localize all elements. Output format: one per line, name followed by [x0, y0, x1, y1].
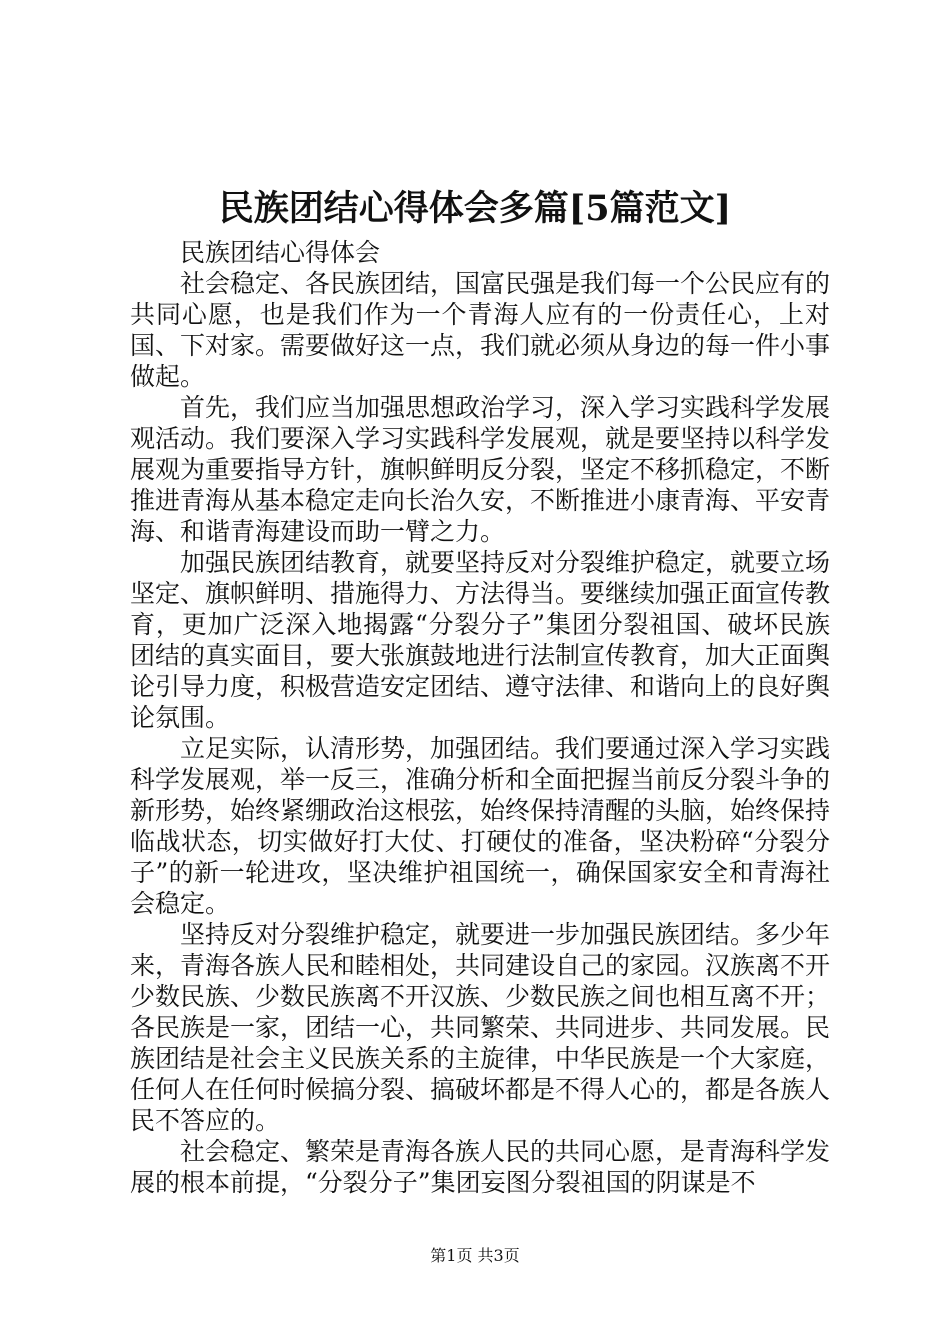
document-title: 民族团结心得体会多篇[5篇范文] — [218, 188, 732, 229]
document-body — [130, 237, 830, 1198]
paragraph-subheading: 民族团结心得体会 — [180, 238, 381, 267]
paragraph: 加强民族团结教育，就要坚持反对分裂维护稳定，就要立场坚定、旗帜鲜明、措施得力、方法得当。要继续加强正面宣传教育，更加广泛深入地揭露“分裂分子”集团分裂祖国、破坏民族团结的真实面目，要大张旗鼓地进行法制宣传教育，加大正面舆论引导力度，积极营造安定团结、遵守法律、和谐向上的良好舆论氛围。 — [130, 548, 831, 732]
paragraph: 立足实际，认清形势，加强团结。我们要通过深入学习实践科学发展观，举一反三，准确分析和全面把握当前反分裂斗争的新形势，始终紧绷政治这根弦，始终保持清醒的头脑，始终保持临战状态，切实做好打大仗、打硬仗的准备，坚决粉碎“分裂分子”的新一轮进攻，坚决维护祖国统一，确保国家安全和青海社会稳定。 — [130, 734, 831, 918]
paragraph: 首先，我们应当加强思想政治学习，深入学习实践科学发展观活动。我们要深入学习实践科学发展观，就是要坚持以科学发展观为重要指导方针，旗帜鲜明反分裂，坚定不移抓稳定，不断推进青海从基本稳定走向长治久安，不断推进小康青海、平安青海、和谐青海建设而助一臂之力。 — [130, 393, 831, 546]
paragraph: 坚持反对分裂维护稳定，就要进一步加强民族团结。多少年来，青海各族人民和睦相处，共同建设自己的家园。汉族离不开少数民族、少数民族离不开汉族、少数民族之间也相互离不开；各民族是一家，团结一心，共同繁荣、共同进步、共同发展。民族团结是社会主义民族关系的主旋律，中华民族是一个大家庭，任何人在任何时候搞分裂、搞破坏都是不得人心的，都是各族人民不答应的。 — [130, 920, 831, 1135]
page-number-footer: 第1页 共3页 — [430, 1246, 520, 1265]
paragraph: 社会稳定、繁荣是青海各族人民的共同心愿，是青海科学发展的根本前提，“分裂分子”集团妄图分裂祖国的阴谋是不 — [130, 1137, 831, 1197]
paragraph: 社会稳定、各民族团结，国富民强是我们每一个公民应有的共同心愿，也是我们作为一个青海人应有的一份责任心，上对国、下对家。需要做好这一点，我们就必须从身边的每一件小事做起。 — [130, 269, 831, 391]
